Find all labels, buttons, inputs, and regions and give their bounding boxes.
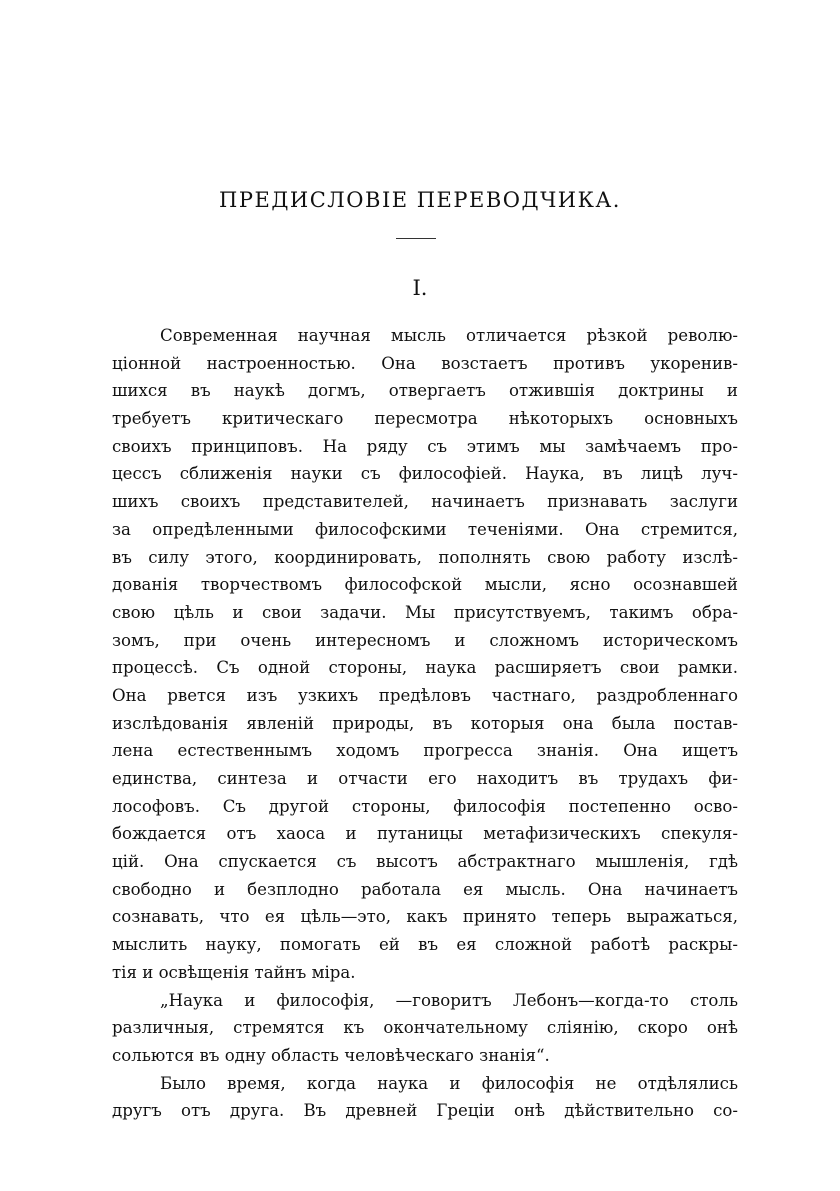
chapter-title: ПРЕДИСЛОВІЕ ПЕРЕВОДЧИКА. [219, 188, 621, 212]
text-line: бождается отъ хаоса и путаницы метафизическихъ спекуля- [112, 824, 738, 844]
text-line: сольются въ одну область человѣческаго знанія“. [112, 1045, 550, 1065]
text-line: Современная научная мысль отличается рѣзкой револю- [160, 326, 738, 345]
text-line: цессъ сближенія науки съ философіей. Наука, въ лицѣ луч- [112, 464, 738, 484]
text-line: шихся въ наукѣ догмъ, отвергаетъ отжившія доктрины и [112, 381, 738, 401]
text-line: свободно и безплодно работала ея мысль. Она начинаетъ [112, 879, 738, 899]
title-divider [396, 238, 436, 239]
text-line: тія и освѣщенія тайнъ міра. [112, 962, 356, 982]
text-line: лософовъ. Съ другой стороны, философія постепенно осво- [112, 796, 738, 816]
text-line: шихъ своихъ представителей, начинаетъ признавать заслуги [112, 492, 738, 512]
text-line: мыслить науку, помогать ей въ ея сложной работѣ раскры- [112, 935, 738, 955]
text-line: сознавать, что ея цѣль—это, какъ принято теперь выражаться, [112, 907, 738, 927]
text-line: зомъ, при очень интересномъ и сложномъ историческомъ [112, 630, 738, 650]
text-line: другъ отъ друга. Въ древней Греціи онѣ дѣйствительно со- [112, 1101, 738, 1121]
text-line: свою цѣль и свои задачи. Мы присутствуемъ, такимъ обра- [112, 602, 738, 622]
text-line: изслѣдованія явленій природы, въ которыя она была постав- [112, 713, 738, 733]
section-number: I. [412, 276, 428, 300]
text-line: цій. Она спускается съ высотъ абстрактнаго мышленія, гдѣ [112, 852, 738, 872]
text-line: Было время, когда наука и философія не отдѣлялись [160, 1073, 738, 1093]
text-line: процессѣ. Съ одной стороны, наука расширяетъ свои рамки. [112, 658, 738, 678]
text-line: требуетъ критическаго пересмотра нѣкоторыхъ основныхъ [112, 409, 738, 429]
text-line: единства, синтеза и отчасти его находитъ въ трудахъ фи- [112, 769, 738, 788]
body-text [112, 322, 738, 1125]
text-line: Она рвется изъ узкихъ предѣловъ частнаго, раздробленнаго [112, 685, 738, 705]
text-line: „Наука и философія, —говоритъ Лебонъ—когда-то столь [160, 990, 738, 1010]
text-line: дованія творчествомъ философской мысли, ясно осознавшей [112, 575, 738, 595]
text-line: лена естественнымъ ходомъ прогресса знанія. Она ищетъ [112, 741, 738, 761]
text-line: ціонной настроенностью. Она возстаетъ противъ укоренив- [112, 353, 738, 373]
text-line: различныя, стремятся къ окончательному слiянію, скоро онѣ [112, 1018, 738, 1038]
text-line: въ силу этого, координировать, пополнять свою работу изслѣ- [112, 547, 738, 567]
text-line: за опредѣленными философскими теченіями. Она стремится, [112, 519, 738, 539]
text-line: своихъ принциповъ. На ряду съ этимъ мы замѣчаемъ про- [112, 436, 738, 456]
